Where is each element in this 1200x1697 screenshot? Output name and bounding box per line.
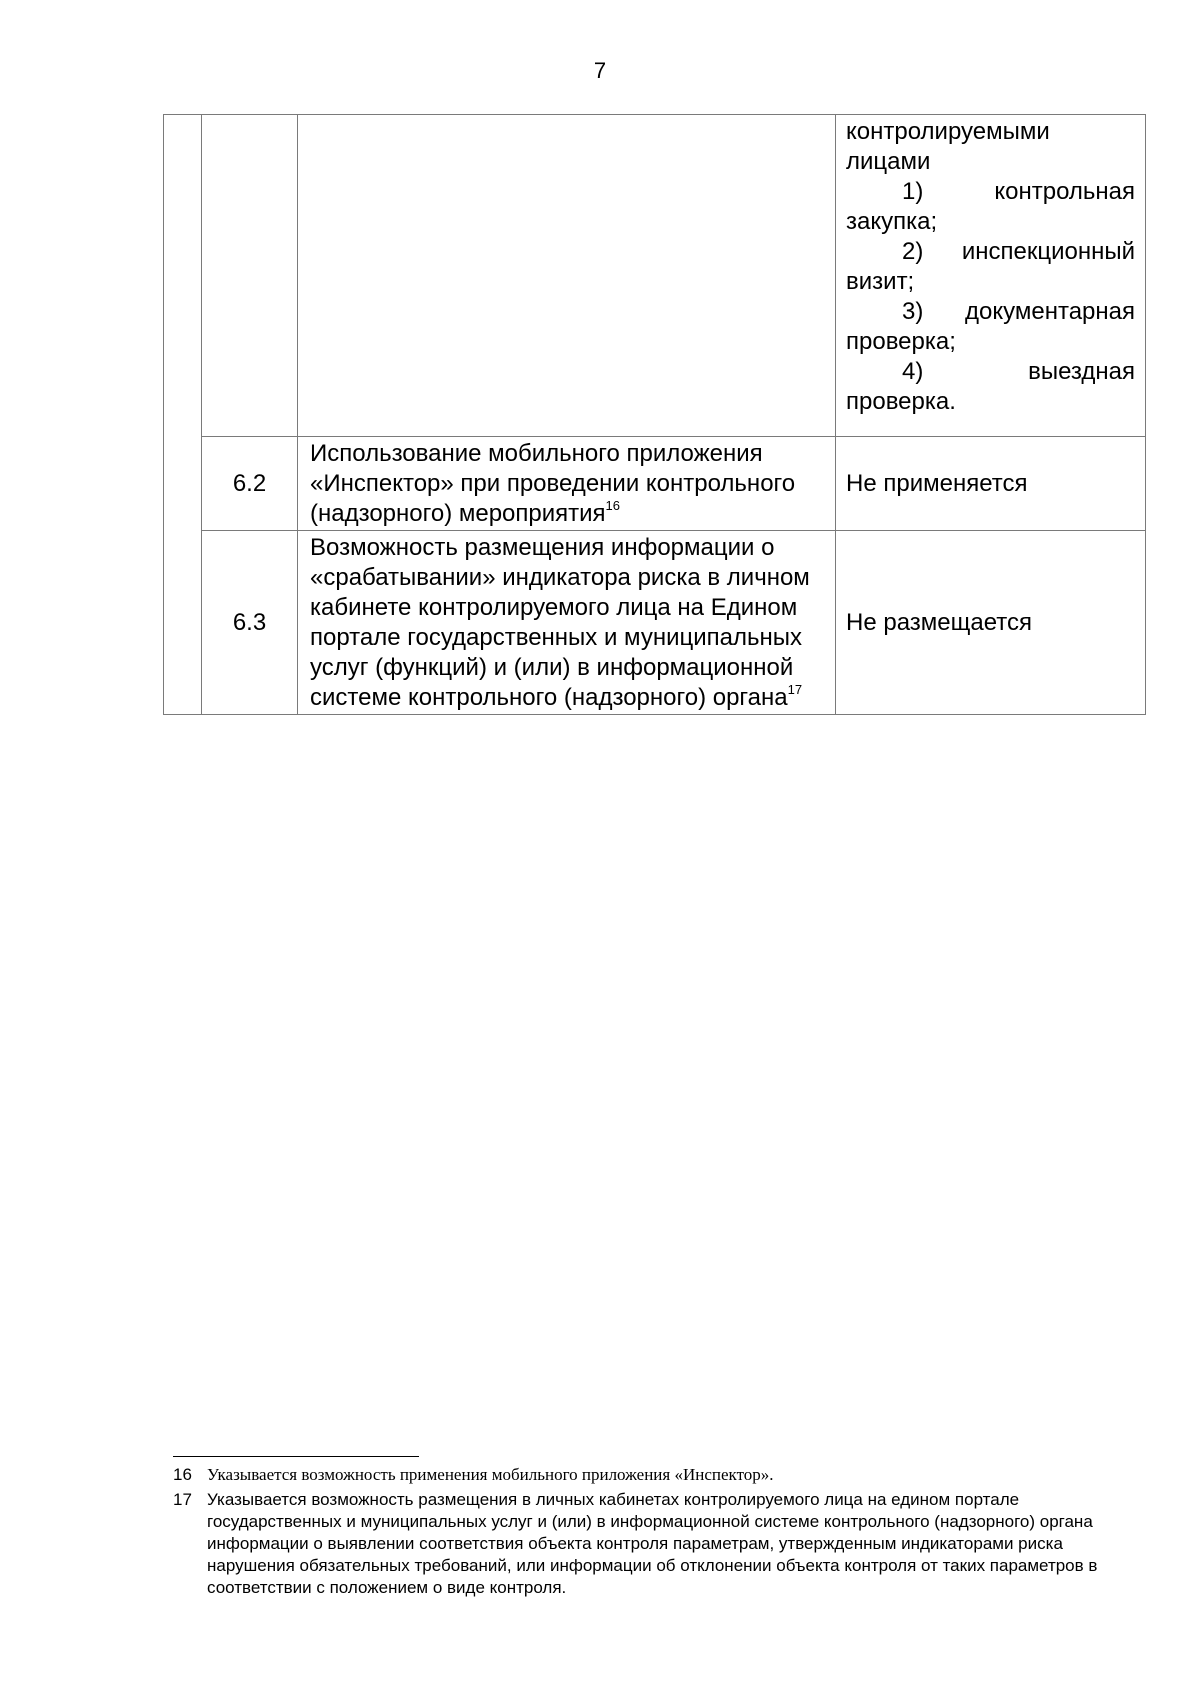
table-row-6-2 bbox=[164, 437, 1146, 531]
list-item-continuation: закупка; bbox=[846, 208, 938, 235]
control-measures-table bbox=[163, 114, 1146, 715]
list-item: 1) контрольная bbox=[902, 178, 1135, 205]
list-item-continuation: проверка; bbox=[846, 328, 956, 355]
list-item: 4) выездная bbox=[902, 358, 1135, 385]
row-number: 6.2 bbox=[202, 437, 298, 531]
value-line: лицами bbox=[846, 148, 931, 175]
footnote-ref: 16 bbox=[605, 498, 621, 513]
row-description: Возможность размещения информации о «срабатывании» индикатора риска в личном кабинете контролируемого лица на Едином портале государственных и муниципальных услуг (функций) и (или) в информационной системе контрольного (надзорного) органа$^{17}$ bbox=[298, 531, 836, 715]
description-cell bbox=[298, 115, 836, 437]
footnotes bbox=[173, 1464, 1148, 1602]
list-item-continuation: визит; bbox=[846, 268, 915, 295]
list-item-continuation: проверка. bbox=[846, 388, 956, 415]
table-row-6-3 bbox=[164, 531, 1146, 715]
footnote-number: 17 bbox=[173, 1490, 192, 1509]
list-item: 3) документарная bbox=[902, 298, 1135, 325]
row-value: Не размещается bbox=[836, 531, 1146, 715]
footnote-17 bbox=[173, 1489, 1148, 1599]
row-value: Не применяется bbox=[836, 437, 1146, 531]
list-item: 2) инспекционный bbox=[902, 238, 1135, 265]
page-number: 7 bbox=[593, 58, 607, 83]
footnote-text: Указывается возможность применения мобильного приложения «Инспектор». bbox=[207, 1465, 774, 1484]
margin-cell bbox=[164, 115, 202, 715]
number-cell bbox=[202, 115, 298, 437]
footnote-ref: 17 bbox=[787, 682, 803, 697]
value-line: контролируемыми bbox=[846, 118, 1050, 145]
value-cell bbox=[836, 115, 1146, 437]
table-row-continued bbox=[164, 115, 1146, 437]
footnote-text: Указывается возможность размещения в личных кабинетах контролируемого лица на едином портале государственных и муниципальных услуг и (или) в информационной системе контрольного (надзорного) органа информации о выявлении соответствия объекта контроля параметрам, утвержденным индикаторами риска нарушения обязательных требований, или информации об отклонении объекта контроля от таких параметров в соответствии с положением о виде контроля. bbox=[207, 1490, 1098, 1597]
footnote-16 bbox=[173, 1464, 1148, 1486]
row-description: Использование мобильного приложения «Инспектор» при проведении контрольного (надзорного) мероприятия$^{16}$ bbox=[298, 437, 836, 531]
footnote-separator bbox=[173, 1456, 419, 1457]
footnote-number: 16 bbox=[173, 1465, 192, 1484]
row-number: 6.3 bbox=[202, 531, 298, 715]
